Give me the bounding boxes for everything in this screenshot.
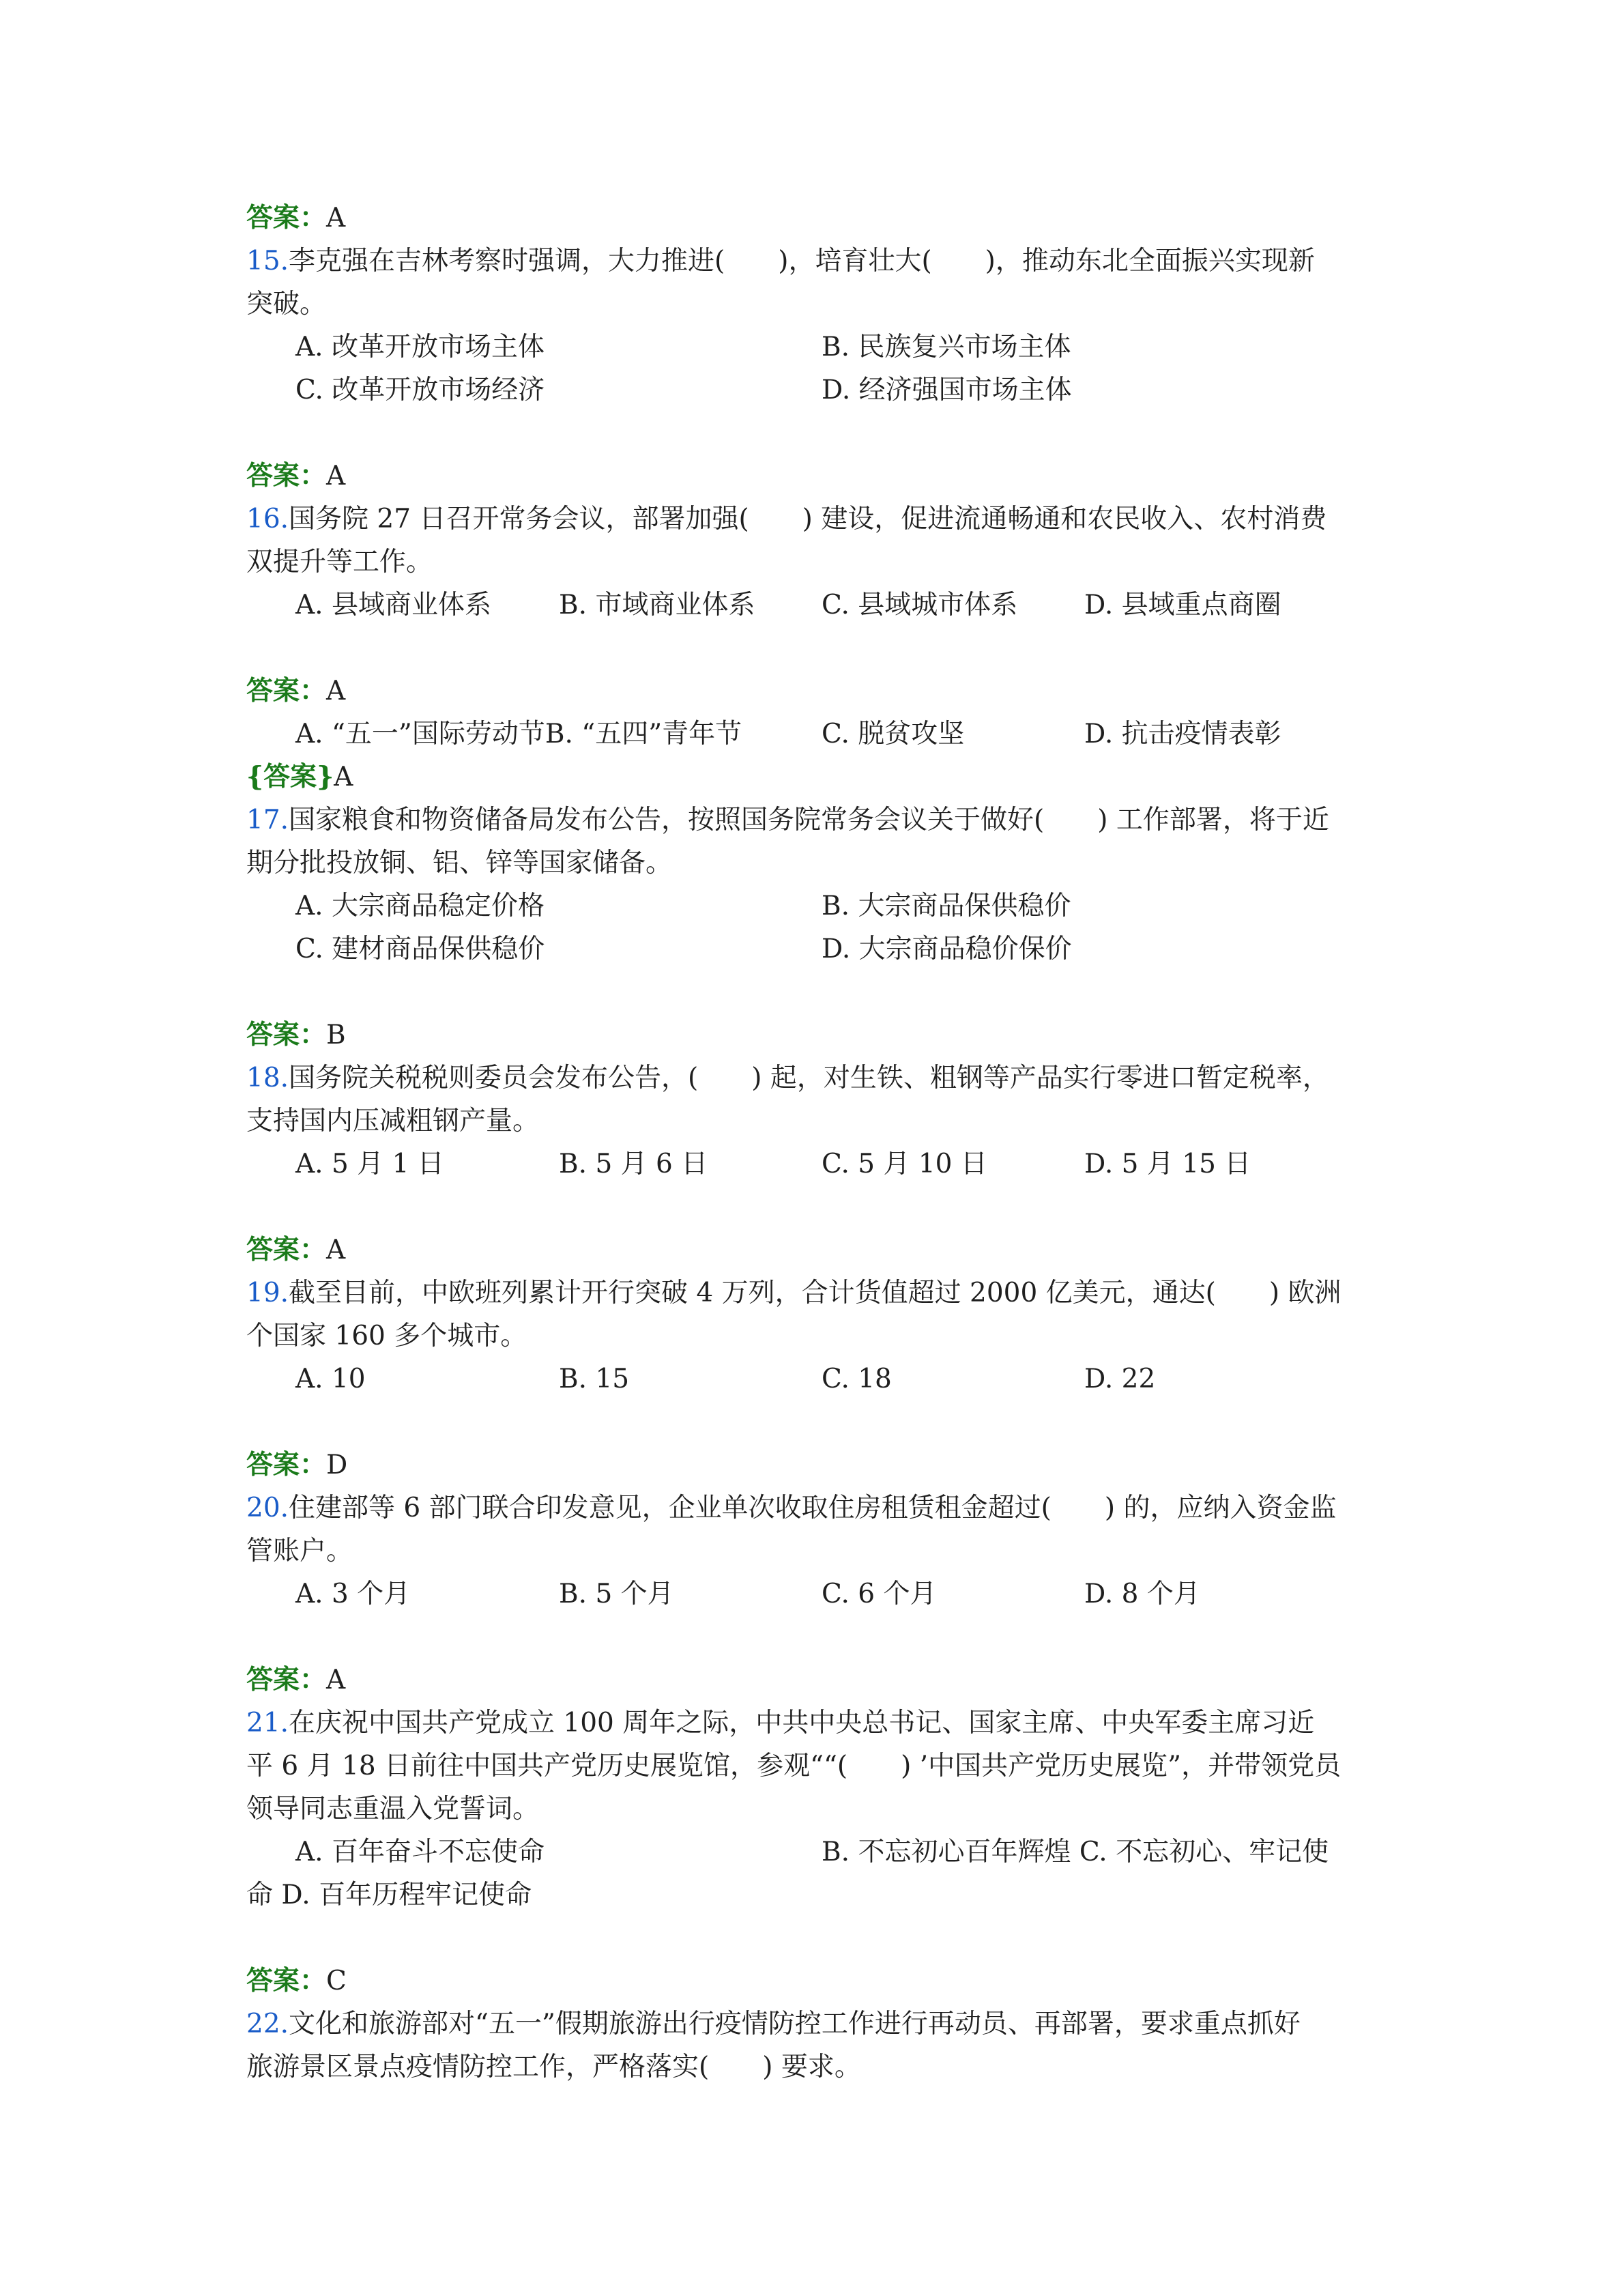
option-c: C. 5 月 10 日 [822, 1149, 987, 1179]
question-line [246, 498, 1379, 541]
answer-label: 答案： [246, 1449, 327, 1480]
answer-value: C [326, 1966, 347, 1996]
spacer [246, 1186, 1379, 1229]
answer-line [246, 756, 1379, 799]
answer-value: B [326, 1020, 346, 1050]
option-bc: B. 不忘初心百年辉煌 C. 不忘初心、牢记使 [822, 1837, 1329, 1867]
option-c: C. 脱贫攻坚 [822, 719, 965, 749]
question-line [246, 1272, 1379, 1315]
options-row [246, 1358, 1379, 1401]
question-line [246, 240, 1379, 283]
option-b: B. 15 [559, 1364, 630, 1394]
answer-label: 答案： [246, 675, 327, 706]
answer-label: {答案} [246, 761, 334, 792]
question-text: 平 6 月 18 日前往中国共产党历史展览馆，参观““( ) ’中国共产党历史展览”，并带领党员 [246, 1751, 1342, 1781]
option-b: B. 大宗商品保供稳价 [822, 891, 1071, 921]
question-text: 领导同志重温入党誓词。 [246, 1794, 540, 1824]
answer-line [246, 1960, 1379, 2003]
question-line [246, 1788, 1379, 1831]
answer-line [246, 455, 1379, 498]
option-a: A. 大宗商品稳定价格 [295, 891, 545, 921]
option-a: A. 县域商业体系 [295, 590, 491, 620]
question-line [246, 1315, 1379, 1358]
document-page [246, 197, 1379, 2089]
option-d: 命 D. 百年历程牢记使命 [246, 1880, 532, 1910]
answer-value: A [326, 461, 346, 491]
answer-line [246, 1444, 1379, 1487]
answer-label: 答案： [246, 1965, 327, 1996]
option-c: C. 18 [822, 1364, 892, 1394]
question-number: 16. [246, 504, 289, 534]
question-line [246, 1530, 1379, 1573]
option-a: A. 10 [295, 1364, 366, 1394]
option-c: C. 建材商品保供稳价 [295, 934, 545, 964]
options-row [246, 326, 1379, 369]
option-d: D. 8 个月 [1084, 1579, 1200, 1609]
option-c: C. 6 个月 [822, 1579, 937, 1609]
question-number: 21. [246, 1708, 289, 1738]
answer-label: 答案： [246, 460, 327, 491]
options-row [246, 928, 1379, 971]
question-text: 支持国内压减粗钢产量。 [246, 1106, 540, 1136]
answer-label: 答案： [246, 1664, 327, 1695]
question-line [246, 1745, 1379, 1788]
answer-value: A [326, 203, 346, 233]
question-line [246, 799, 1379, 842]
question-number: 18. [246, 1063, 289, 1093]
option-a: A. 5 月 1 日 [295, 1149, 444, 1179]
spacer [246, 412, 1379, 455]
question-text: 在庆祝中国共产党成立 100 周年之际，中共中央总书记、国家主席、中央军委主席习近 [289, 1708, 1315, 1738]
spacer [246, 627, 1379, 670]
spacer [246, 1616, 1379, 1659]
options-row [246, 584, 1379, 627]
question-line [246, 541, 1379, 584]
question-number: 20. [246, 1493, 289, 1523]
answer-line [246, 1659, 1379, 1702]
answer-value: A [334, 762, 353, 792]
question-number: 19. [246, 1278, 289, 1308]
question-line [246, 842, 1379, 885]
question-text: 旅游景区景点疫情防控工作，严格落实( ) 要求。 [246, 2052, 861, 2082]
answer-value: D [326, 1450, 348, 1480]
options-row [246, 885, 1379, 928]
option-d: D. 县域重点商圈 [1084, 590, 1281, 620]
options-row [246, 1874, 1379, 1917]
question-line [246, 1100, 1379, 1143]
option-d: D. 大宗商品稳价保价 [822, 934, 1072, 964]
question-text: 突破。 [246, 289, 327, 319]
option-c: C. 县域城市体系 [822, 590, 1018, 620]
question-line [246, 1057, 1379, 1100]
options-row [246, 1831, 1379, 1874]
options-row [246, 1573, 1379, 1616]
answer-label: 答案： [246, 202, 327, 233]
question-line [246, 1702, 1379, 1745]
options-row [246, 713, 1379, 756]
question-text: 双提升等工作。 [246, 547, 433, 577]
option-a: A. 3 个月 [295, 1579, 411, 1609]
question-text: 李克强在吉林考察时强调，大力推进( )，培育壮大( )，推动东北全面振兴实现新 [289, 246, 1315, 276]
option-a: A. 百年奋斗不忘使命 [295, 1837, 545, 1867]
question-number: 15. [246, 246, 289, 276]
answer-value: A [326, 1665, 346, 1695]
option-ab: A. “五一”国际劳动节B. “五四”青年节 [295, 719, 742, 749]
answer-line [246, 197, 1379, 240]
question-line [246, 2046, 1379, 2089]
question-text: 国务院关税税则委员会发布公告，( ) 起，对生铁、粗钢等产品实行零进口暂定税率， [289, 1063, 1329, 1093]
answer-label: 答案： [246, 1019, 327, 1050]
question-text: 期分批投放铜、铝、锌等国家储备。 [246, 848, 673, 878]
question-line [246, 283, 1379, 326]
question-text: 个国家 160 多个城市。 [246, 1321, 527, 1351]
option-c: C. 改革开放市场经济 [295, 375, 545, 405]
spacer [246, 971, 1379, 1014]
option-a: A. 改革开放市场主体 [295, 332, 545, 362]
spacer [246, 1401, 1379, 1444]
option-b: B. 民族复兴市场主体 [822, 332, 1071, 362]
question-text: 国务院 27 日召开常务会议，部署加强( ) 建设，促进流通畅通和农民收入、农村消费 [289, 504, 1327, 534]
question-text: 管账户。 [246, 1536, 353, 1566]
answer-value: A [326, 676, 346, 706]
options-row [246, 1143, 1379, 1186]
option-d: D. 抗击疫情表彰 [1084, 719, 1281, 749]
option-d: D. 22 [1084, 1364, 1156, 1394]
answer-line [246, 1229, 1379, 1272]
answer-label: 答案： [246, 1234, 327, 1265]
question-text: 住建部等 6 部门联合印发意见，企业单次收取住房租赁租金超过( ) 的，应纳入资金监 [289, 1493, 1337, 1523]
answer-value: A [326, 1235, 346, 1265]
option-d: D. 5 月 15 日 [1084, 1149, 1251, 1179]
question-line [246, 2003, 1379, 2046]
answer-line [246, 1014, 1379, 1057]
question-number: 17. [246, 805, 289, 835]
question-number: 22. [246, 2009, 289, 2039]
option-b: B. 5 个月 [559, 1579, 674, 1609]
question-text: 国家粮食和物资储备局发布公告，按照国务院常务会议关于做好( ) 工作部署，将于近 [289, 805, 1329, 835]
option-d: D. 经济强国市场主体 [822, 375, 1072, 405]
question-text: 截至目前，中欧班列累计开行突破 4 万列，合计货值超过 2000 亿美元，通达( ) 欧洲 [289, 1278, 1342, 1308]
option-b: B. 市域商业体系 [559, 590, 755, 620]
answer-line [246, 670, 1379, 713]
spacer [246, 1917, 1379, 1960]
question-text: 文化和旅游部对“五一”假期旅游出行疫情防控工作进行再动员、再部署，要求重点抓好 [289, 2009, 1301, 2039]
options-row [246, 369, 1379, 412]
option-b: B. 5 月 6 日 [559, 1149, 708, 1179]
question-line [246, 1487, 1379, 1530]
